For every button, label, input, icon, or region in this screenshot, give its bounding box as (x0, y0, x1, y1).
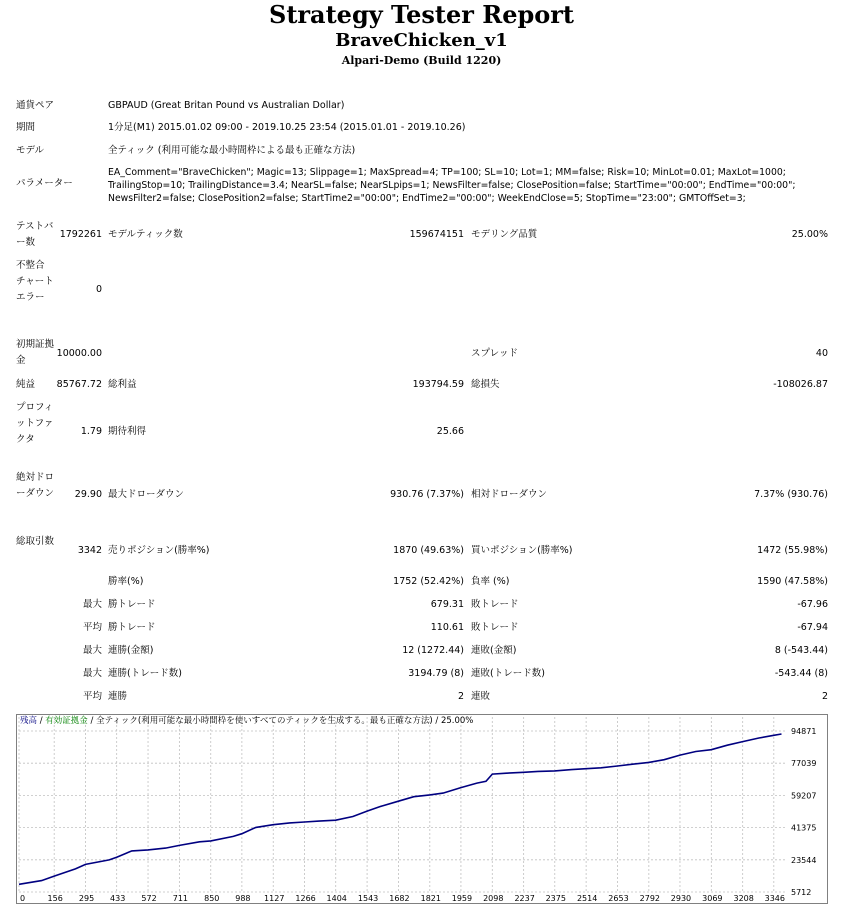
x-tick-label: 2375 (545, 894, 566, 903)
avg-consec-losses-value: 2 (821, 691, 828, 702)
win-rate-label: 勝率(%) (108, 576, 144, 587)
x-tick-label: 3069 (702, 894, 723, 903)
x-tick-label: 156 (47, 894, 63, 903)
x-tick-label: 1404 (326, 894, 347, 903)
period-label: 期間 (16, 122, 36, 133)
x-tick-label: 1821 (420, 894, 441, 903)
average-win-label: 勝トレード (108, 622, 156, 633)
total-trades-label: 総取引数 (16, 536, 55, 547)
x-tick-label: 1543 (357, 894, 379, 903)
balance-chart (16, 714, 828, 904)
max-consec-wins-value: 12 (1272.44) (402, 645, 464, 656)
quality-value: 25.00% (791, 229, 828, 240)
long-positions-label: 買いポジション(勝率%) (471, 545, 573, 556)
loss-rate-value: 1590 (47.58%) (757, 576, 828, 587)
x-tick-label: 2792 (639, 894, 661, 903)
max-drawdown-value: 930.76 (7.37%) (390, 489, 464, 500)
average-win-value: 110.61 (430, 622, 464, 633)
win-rate-value: 1752 (52.42%) (393, 576, 464, 587)
rel-drawdown-value: 7.37% (930.76) (754, 489, 828, 500)
short-positions-value: 1870 (49.63%) (393, 545, 464, 556)
total-trades-value: 3342 (77, 545, 102, 556)
expected-payoff-label: 期待利得 (108, 426, 147, 437)
max-consec-wins-label: 連勝(金額) (108, 645, 154, 656)
chart-frame (17, 715, 828, 904)
abs-drawdown-value: 29.90 (74, 489, 102, 500)
net-label: 純益 (16, 379, 36, 390)
model-label: モデル (16, 145, 45, 156)
gross-profit-value: 193794.59 (412, 379, 464, 390)
avg-consec-prefix: 平均 (82, 691, 102, 702)
long-positions-value: 1472 (55.98%) (757, 545, 828, 556)
legend-model: / 全ティック(利用可能な最小時間枠を使いすべてのティックを生成する。最も正確な方法) / 25.00% (87, 716, 474, 726)
x-tick-label: 295 (78, 894, 95, 903)
broker-name: Alpari-Demo (Build 1220) (341, 54, 502, 67)
max-consec2-prefix: 最大 (82, 668, 102, 679)
spread-value: 40 (815, 348, 828, 359)
max-consec-losses-value: 8 (-543.44) (774, 645, 828, 656)
max-drawdown-label: 最大ドローダウン (108, 489, 185, 500)
max-consec-profit-label: 連勝(トレード数) (108, 668, 182, 679)
ticks-value: 159674151 (409, 229, 464, 240)
profit-factor-label: プロフィットファクタ (16, 402, 54, 445)
expected-payoff-value: 25.66 (436, 426, 464, 437)
y-tick-label: 94871 (791, 727, 817, 736)
largest-loss-label: 敗トレード (471, 599, 519, 610)
bars-value: 1792261 (59, 229, 102, 240)
x-tick-label: 572 (141, 894, 157, 903)
max-consec-losses-label: 連敗(金額) (471, 645, 517, 656)
ticks-label: モデルティック数 (108, 229, 183, 240)
loss-rate-label: 負率 (%) (471, 576, 510, 587)
symbol-label: 通貨ペア (16, 100, 55, 111)
legend-balance: 残高 (20, 716, 38, 726)
symbol-value: GBPAUD (Great Britan Pound vs Australian Dollar) (108, 100, 345, 111)
x-tick-label: 2237 (514, 894, 535, 903)
y-tick-label: 5712 (791, 888, 812, 897)
avg-consec-wins-label: 連勝 (108, 691, 128, 702)
x-tick-label: 2098 (483, 894, 504, 903)
x-tick-label: 1127 (264, 894, 285, 903)
legend-equity: 有効証拠金 (45, 716, 88, 726)
x-tick-label: 2930 (670, 894, 692, 903)
average-prefix: 平均 (82, 622, 102, 633)
report-title: Strategy Tester Report (268, 0, 575, 29)
spread-label: スプレッド (471, 348, 519, 359)
max-consec-loss-value: -543.44 (8) (774, 668, 828, 679)
mismatch-value: 0 (95, 284, 102, 295)
ea-name: BraveChicken_v1 (335, 30, 508, 51)
x-tick-label: 3346 (764, 894, 785, 903)
params-label: パラメーター (16, 178, 73, 189)
net-value: 85767.72 (56, 379, 102, 390)
x-tick-label: 850 (204, 894, 220, 903)
deposit-label: 初期証拠金 (16, 339, 55, 366)
model-value: 全ティック (利用可能な最小時間枠による最も正確な方法) (108, 145, 356, 156)
quality-label: モデリング品質 (471, 229, 538, 240)
abs-drawdown-label: 絶対ドローダウン (16, 472, 55, 499)
short-positions-label: 売りポジション(勝率%) (108, 545, 210, 556)
average-loss-value: -67.94 (797, 622, 828, 633)
x-tick-label: 2653 (608, 894, 629, 903)
legend-separator: / (37, 716, 46, 726)
y-tick-label: 41375 (791, 823, 817, 833)
chart-legend (20, 716, 473, 727)
x-tick-label: 988 (235, 894, 251, 903)
largest-loss-value: -67.96 (797, 599, 828, 610)
max-consec-profit-value: 3194.79 (8) (408, 668, 464, 679)
gross-loss-value: -108026.87 (773, 379, 828, 390)
mismatch-label: 不整合チャートエラー (16, 260, 54, 303)
largest-win-label: 勝トレード (108, 599, 156, 610)
period-value: 1分足(M1) 2015.01.02 09:00 - 2019.10.25 23:54 (2015.01.01 - 2019.10.26) (108, 122, 466, 133)
params-value: EA_Comment="BraveChicken"; Magic=13; Slippage=1; MaxSpread=4; TP=100; SL=10; Lot=1; MM=false; Risk=10; MinLot=0.01; MaxLot=1000; TrailingStop=10; TrailingDistance=3.4; NearSL=false; NearSLpips=1; NewsFilter=false; ClosePosition=false; StartTime="00:00"; EndTime="00:00"; NewsFilter2=false; ClosePosition2=false; StartTime2="00:00"; EndTime2="00:00"; WeekEndClose=5; StopTime="23:00"; GMTOffSet=3; (108, 167, 796, 204)
avg-consec-wins-value: 2 (457, 691, 464, 702)
y-tick-label: 23544 (791, 855, 817, 865)
avg-consec-losses-label: 連敗 (471, 691, 491, 702)
x-tick-label: 711 (172, 894, 189, 903)
y-tick-label: 59207 (791, 791, 817, 801)
max-consec-loss-label: 連敗(トレード数) (471, 668, 545, 679)
x-tick-label: 2514 (576, 894, 598, 903)
y-tick-label: 77039 (791, 759, 817, 769)
x-tick-label: 1959 (451, 894, 473, 903)
x-tick-label: 0 (20, 894, 26, 903)
bars-label: テストバー数 (16, 221, 54, 248)
average-loss-label: 敗トレード (471, 622, 519, 633)
x-tick-label: 1266 (295, 894, 316, 903)
gross-loss-label: 総損失 (471, 379, 500, 390)
largest-prefix: 最大 (82, 599, 102, 610)
x-tick-label: 3208 (733, 894, 754, 903)
rel-drawdown-label: 相対ドローダウン (471, 489, 548, 500)
gross-profit-label: 総利益 (108, 379, 137, 390)
deposit-value: 10000.00 (56, 348, 102, 359)
x-tick-label: 433 (110, 894, 126, 903)
profit-factor-value: 1.79 (80, 426, 102, 437)
x-tick-label: 1682 (389, 894, 410, 903)
largest-win-value: 679.31 (430, 599, 464, 610)
max-consec-prefix: 最大 (82, 645, 102, 656)
